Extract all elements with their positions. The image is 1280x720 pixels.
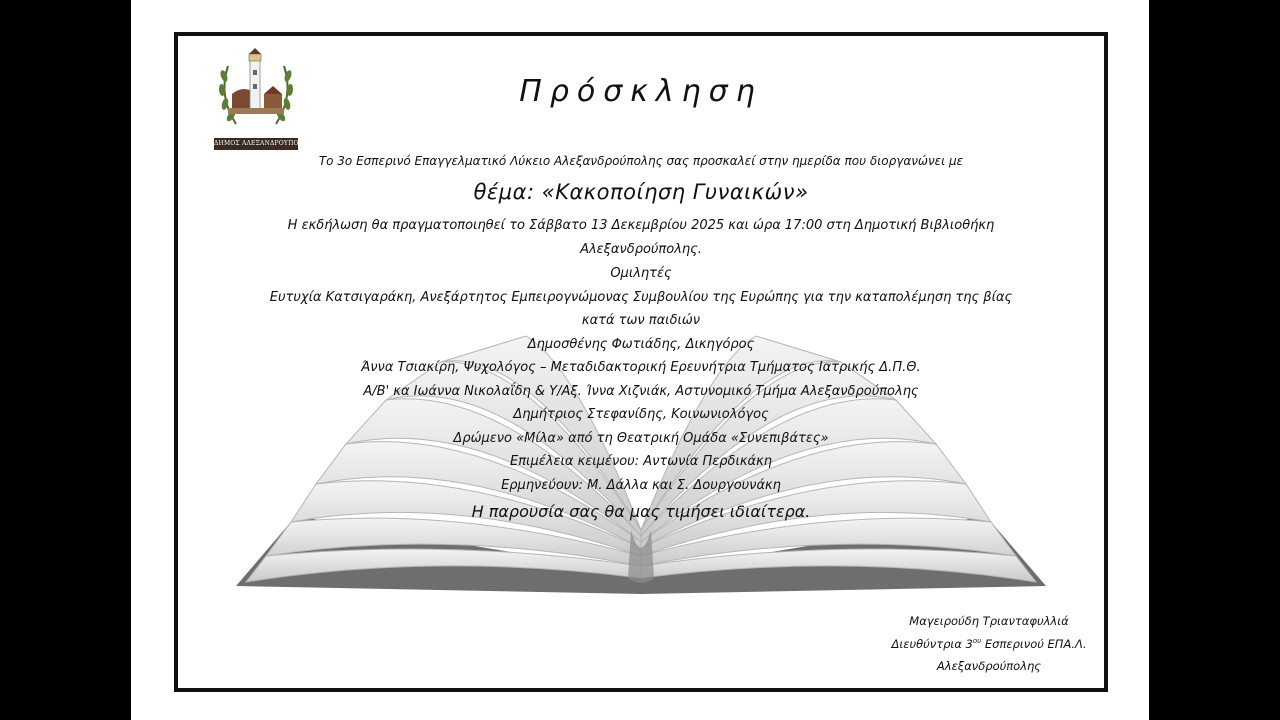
speaker-line: Ερμηνεύουν: Μ. Δάλλα και Σ. Δουργουνάκη	[501, 478, 781, 493]
invitation-title: Πρόσκληση	[519, 74, 763, 109]
speaker-line: Α/Β' κα Ιωάννα Νικολαΐδη & Υ/Αξ. Ίννα Χιζνιάκ, Αστυνομικό Τμήμα Αλεξανδρούπολης	[363, 384, 919, 399]
signature-city: Αλεξανδρούπολης	[936, 659, 1042, 673]
invitation-frame	[174, 32, 1108, 692]
closing-text: Η παρουσία σας θα μας τιμήσει ιδιαίτερα.	[471, 502, 811, 521]
speaker-line: Άννα Τσιακίρη, Ψυχολόγος – Μεταδιδακτορική Ερευνήτρια Τμήματος Ιατρικής Δ.Π.Θ.	[361, 360, 921, 375]
event-line-2: Αλεξανδρούπολης.	[580, 242, 702, 257]
speaker-line: Επιμέλεια κειμένου: Αντωνία Περδικάκη	[510, 454, 772, 469]
signature-role: Διευθύντρια $3^{o\upsilon}$ Εσπερινού ΕΠΑ.Λ.	[891, 637, 1087, 651]
speaker-line: Ευτυχία Κατσιγαράκη, Ανεξάρτητος Εμπειρογνώμονας Συμβουλίου της Ευρώπης για την καταπολέμηση της βίας	[269, 290, 1013, 305]
speaker-line: Δρώμενο «Μίλα» από τη Θεατρική Ομάδα «Συνεπιβάτες»	[453, 431, 829, 446]
speaker-line: Δημοσθένης Φωτιάδης, Δικηγόρος	[527, 337, 755, 352]
speakers-heading: Ομιλητές	[610, 266, 672, 281]
logo-banner: ΔΗΜΟΣ ΑΛΕΞΑΝΔΡΟΥΠΟΛΗΣ	[214, 138, 298, 150]
theme-text: θέμα: «Κακοποίηση Γυναικών»	[473, 180, 809, 204]
speaker-line: κατά των παιδιών	[581, 313, 701, 328]
event-line-1: Η εκδήλωση θα πραγματοποιηθεί το Σάββατο 13 Δεκεμβρίου 2025 και ώρα 17:00 στη Δημοτική Βιβλιοθήκη	[287, 218, 995, 233]
intro-text: Το 3ο Εσπερινό Επαγγελματικό Λύκειο Αλεξανδρούπολης σας προσκαλεί στην ημερίδα που διοργανώνει με	[318, 154, 964, 168]
signature-name: Μαγειρούδη Τριανταφυλλιά	[909, 614, 1069, 628]
speaker-line: Δημήτριος Στεφανίδης, Κοινωνιολόγος	[513, 407, 769, 422]
